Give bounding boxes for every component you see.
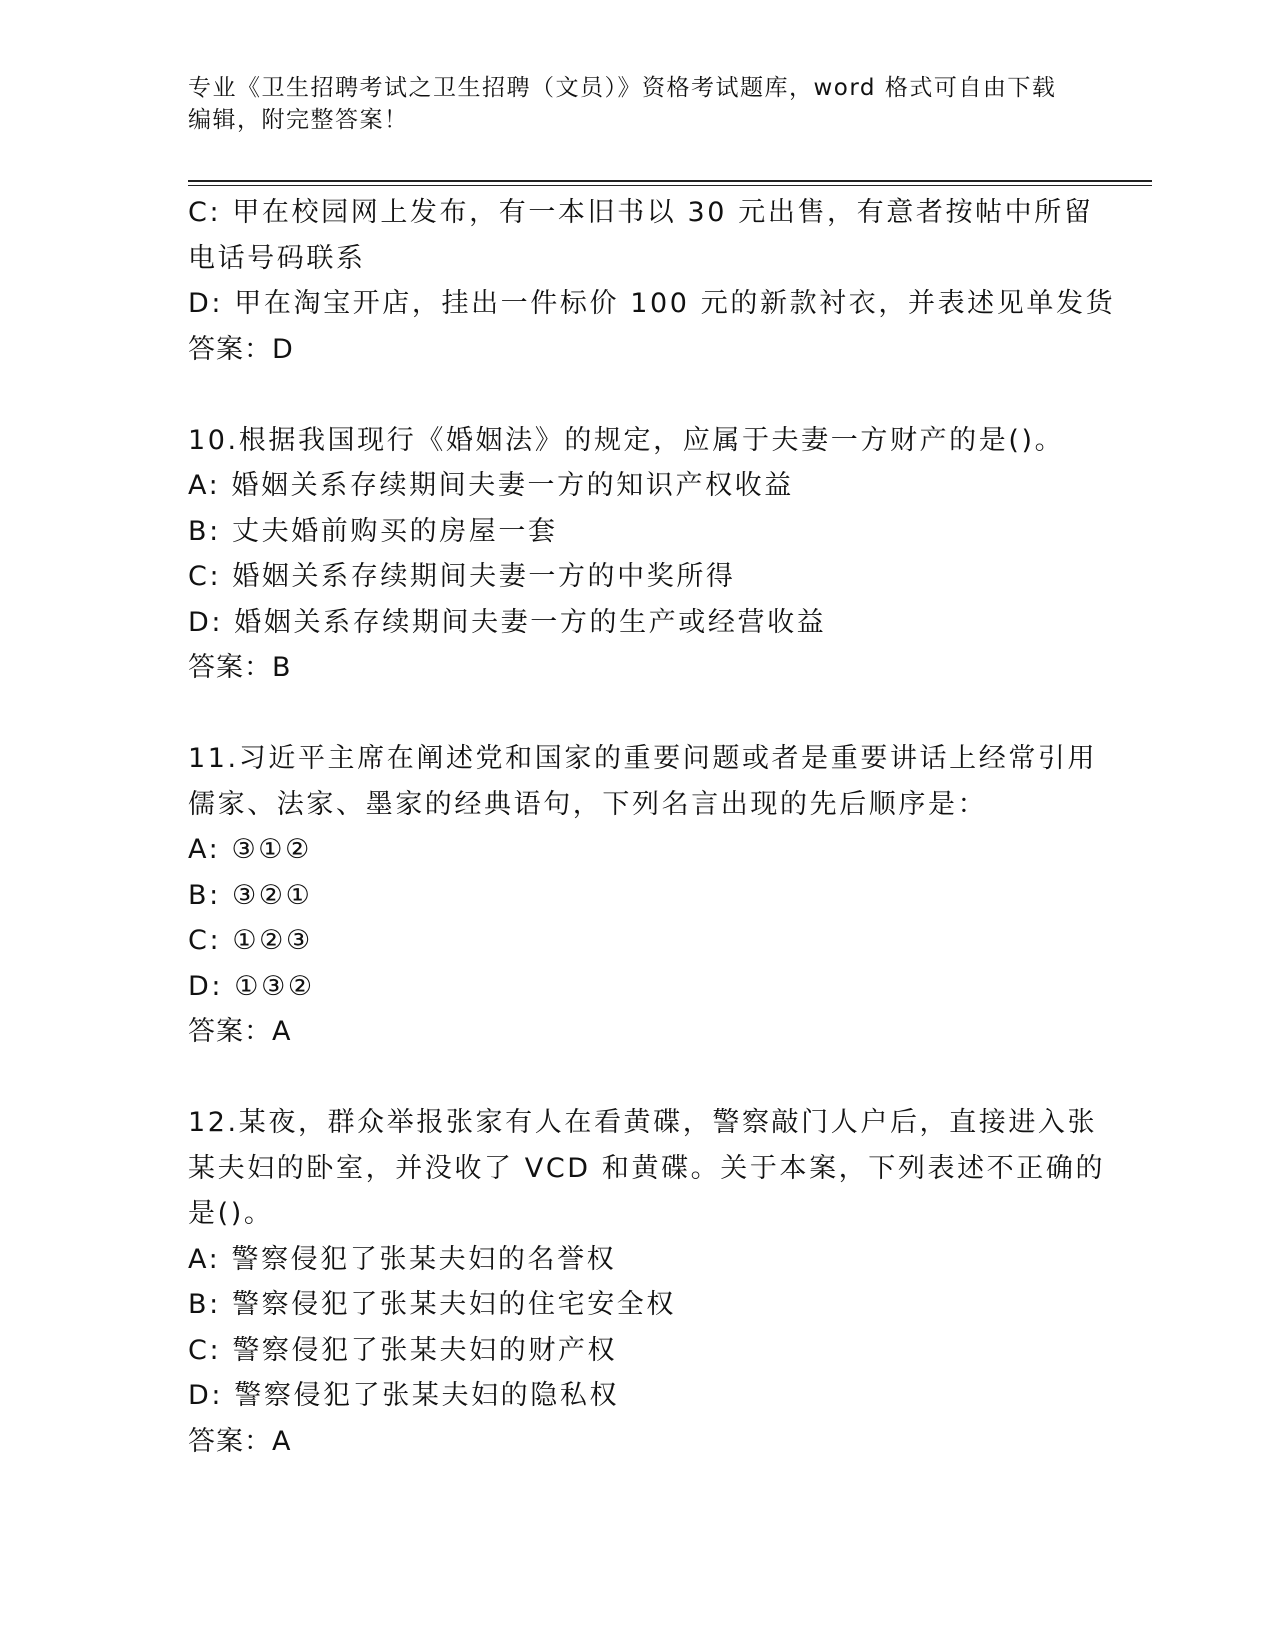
- question-10: [188, 418, 1088, 691]
- answer-label: 答案：D: [188, 333, 294, 365]
- option-d: D: ①③②: [188, 970, 315, 1002]
- option-c: C: 婚姻关系存续期间夫妻一方的中奖所得: [188, 561, 736, 592]
- option-line: C: 甲在校园网上发布，有一本旧书以 30 元出售，有意者按帖中所留: [188, 197, 1094, 228]
- option-a: A: ③①②: [188, 834, 312, 865]
- question-11: [188, 736, 1098, 1055]
- option-line: D: 甲在淘宝开店，挂出一件标价 100 元的新款衬衣，并表述见单发货: [188, 288, 1116, 319]
- answer-label: 答案：A: [188, 1425, 292, 1457]
- spacer: [188, 1055, 1088, 1101]
- option-a: A: 警察侵犯了张某夫妇的名誉权: [188, 1243, 617, 1275]
- option-line: 电话号码联系: [188, 242, 366, 274]
- header-line-1: 专业《卫生招聘考试之卫生招聘（文员）》资格考试题库，word 格式可自由下载: [188, 75, 1057, 101]
- question-stem: 某夫妇的卧室，并没收了 VCD 和黄碟。关于本案，下列表述不正确的: [188, 1152, 1106, 1184]
- spacer: [188, 372, 1088, 418]
- option-b: B: ③②①: [188, 879, 313, 911]
- spacer: [188, 691, 1088, 737]
- header-line-2: 编辑，附完整答案！: [188, 107, 409, 133]
- question-12: [188, 1100, 1106, 1464]
- question-9-continuation: [188, 190, 1116, 372]
- document-body: [188, 190, 1116, 1464]
- option-c: C: 警察侵犯了张某夫妇的财产权: [188, 1334, 618, 1366]
- header-divider-thin: [188, 185, 1152, 186]
- option-d: D: 警察侵犯了张某夫妇的隐私权: [188, 1380, 620, 1411]
- option-d: D: 婚姻关系存续期间夫妻一方的生产或经营收益: [188, 606, 827, 638]
- answer-label: 答案：A: [188, 1016, 292, 1047]
- answer-label: 答案：B: [188, 652, 292, 683]
- option-a: A: 婚姻关系存续期间夫妻一方的知识产权收益: [188, 470, 794, 501]
- question-stem: 11.习近平主席在阐述党和国家的重要问题或者是重要讲话上经常引用: [188, 743, 1098, 774]
- question-stem: 是()。: [188, 1198, 274, 1229]
- document-header: [188, 72, 1078, 136]
- question-stem: 10.根据我国现行《婚姻法》的规定，应属于夫妻一方财产的是()。: [188, 424, 1065, 456]
- option-b: B: 警察侵犯了张某夫妇的住宅安全权: [188, 1289, 677, 1320]
- question-stem: 儒家、法家、墨家的经典语句，下列名言出现的先后顺序是：: [188, 788, 988, 820]
- option-c: C: ①②③: [188, 925, 313, 956]
- option-b: B: 丈夫婚前购买的房屋一套: [188, 515, 558, 547]
- header-divider-thick: [188, 180, 1152, 182]
- question-stem: 12.某夜，群众举报张家有人在看黄碟，警察敲门人户后，直接进入张: [188, 1107, 1098, 1138]
